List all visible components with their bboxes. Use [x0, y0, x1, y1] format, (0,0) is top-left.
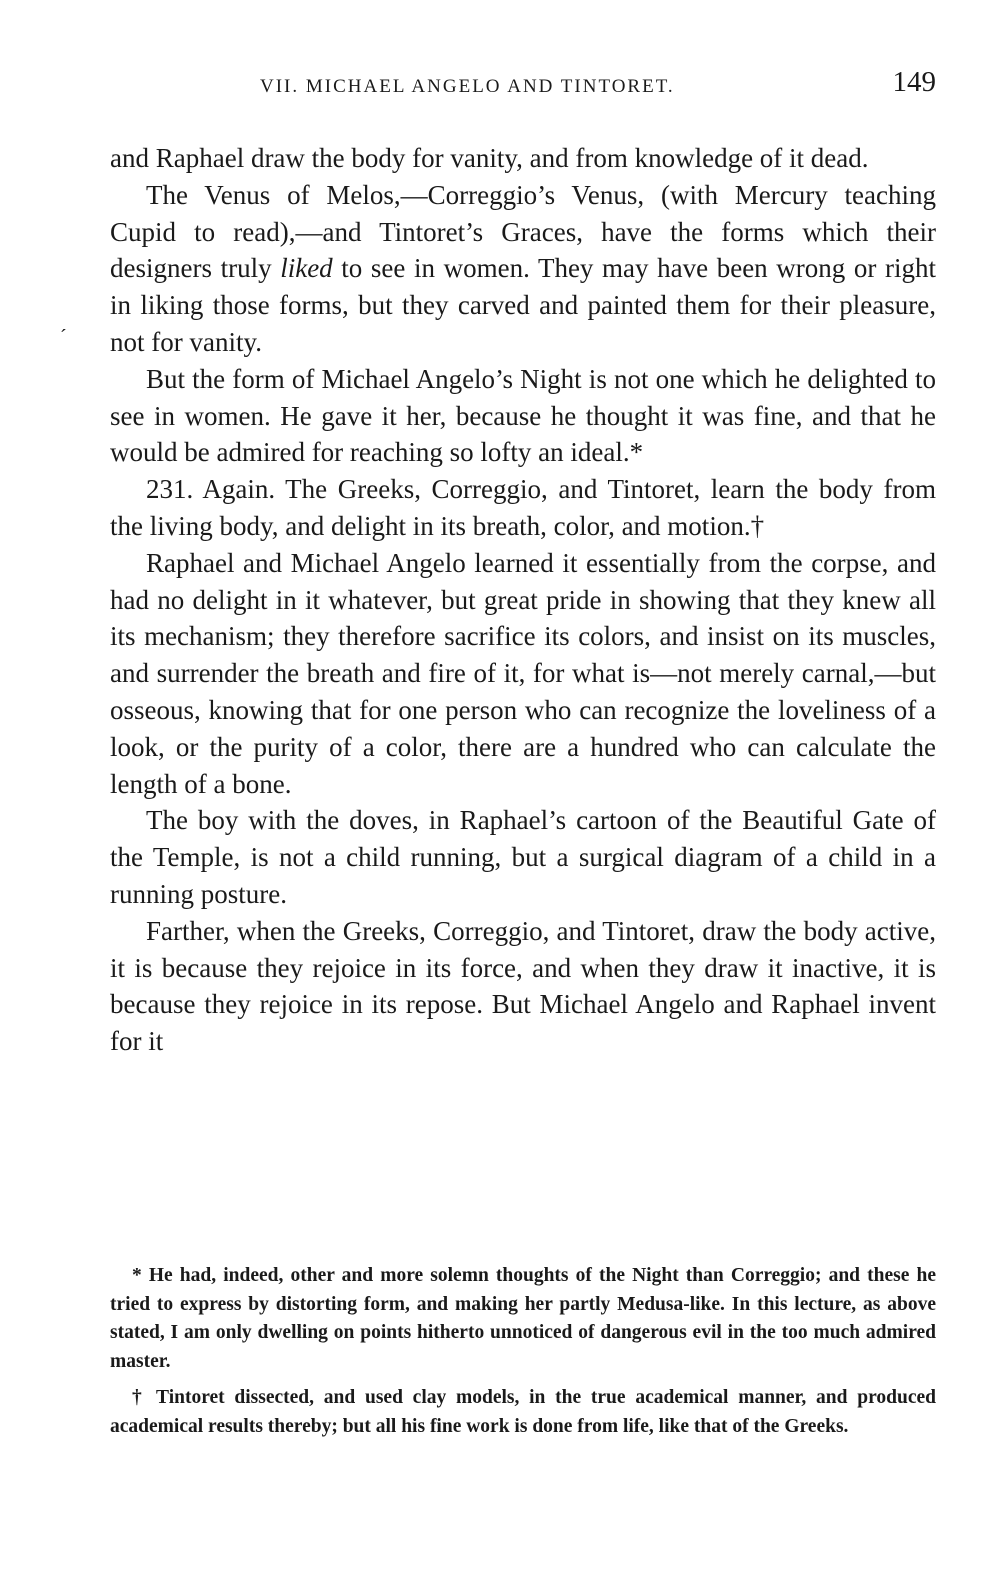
footnote-dagger: † Tintoret dissected, and used clay models, in the true academical manner, and produced academical results thereby; but all his fine work is done from life, like that of the Greeks.	[110, 1387, 936, 1437]
paragraph: Raphael and Michael Angelo learned it essentially from the corpse, and had no delight in it whatever, but great pride in showing that they knew all its mechanism; they therefore sacrifice its colors, and insist on its muscles, and surrender the breath and fire of it, for what is—not merely carnal,—but osseous, knowing that for one person who can recognize the loveliness of a look, or the purity of a color, there are a hundred who can calculate the length of a bone.	[110, 547, 936, 799]
paragraph: and Raphael draw the body for vanity, and from knowledge of it dead.	[110, 143, 869, 173]
body-text	[110, 140, 936, 1060]
footnotes	[110, 1262, 936, 1450]
margin-mark: ˊ	[60, 326, 67, 348]
page-number: 149	[892, 66, 936, 98]
running-header	[110, 66, 936, 106]
paragraph: Farther, when the Greeks, Correggio, and Tintoret, draw the body active, it is because they rejoice in its force, and when they draw it inactive, it is because they rejoice in its repose. But Michael Angelo and Raphael invent for it	[110, 915, 936, 1057]
paragraph-231: 231. Again. The Greeks, Correggio, and Tintoret, learn the body from the living body, and delight in its breath, color, and motion.†	[110, 474, 936, 541]
footnote-asterisk: * He had, indeed, other and more solemn thoughts of the Night than Correggio; and these he tried to express by distorting form, and making her partly Medusa-like. In this lecture, as above stated, I am only dwelling on points hitherto unnoticed of dangerous evil in the too much admired master.	[110, 1265, 936, 1372]
paragraph: The Venus of Melos,—Correggio’s Venus, (with Mercury teaching Cupid to read),—and Tintoret’s Graces, have the forms which their designers truly liked to see in women. They may have been wrong or right in liking those forms, but they carved and painted them for their pleasure, not for vanity.	[110, 179, 936, 357]
paragraph: But the form of Michael Angelo’s Night is not one which he delighted to see in women. He gave it her, because he thought it was fine, and that he would be admired for reaching so lofty an ideal.*	[110, 363, 936, 468]
chapter-title: VII. MICHAEL ANGELO AND TINTORET.	[260, 76, 675, 97]
italic-word: liked	[280, 253, 333, 284]
paragraph: The boy with the doves, in Raphael’s cartoon of the Beautiful Gate of the Temple, is not a child running, but a surgical diagram of a child in a running posture.	[110, 805, 936, 909]
